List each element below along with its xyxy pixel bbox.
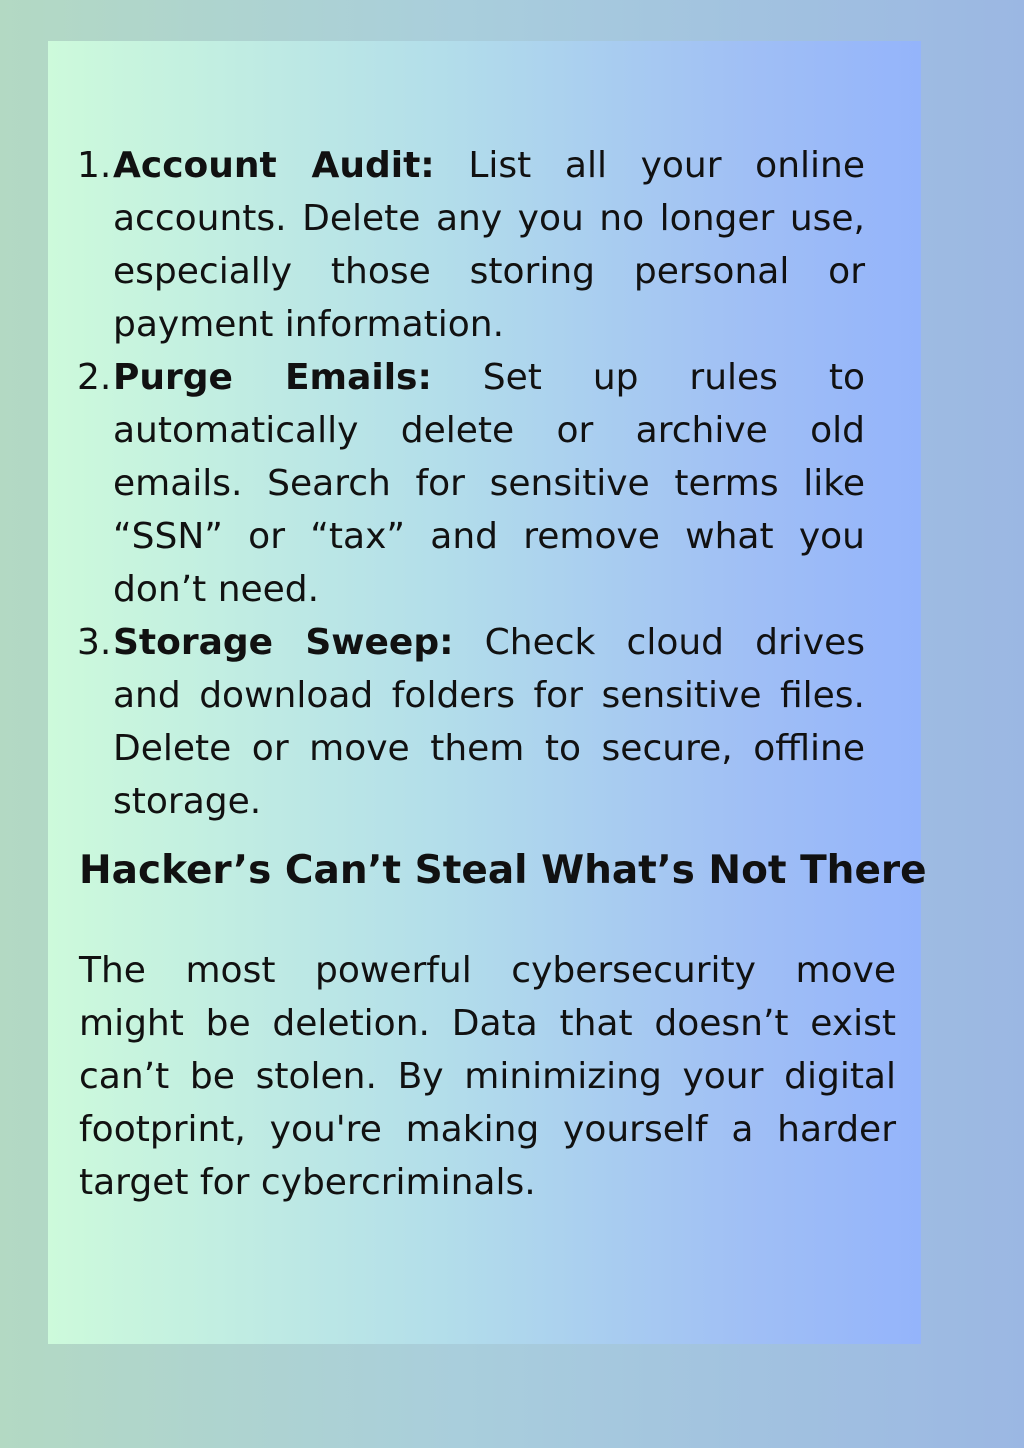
list-item [48, 616, 921, 828]
section-heading: Hacker’s Can’t Steal What’s Not There [79, 848, 927, 893]
body-paragraph: The most powerful cybersecurity move might be deletion. Data that doesn’t exist can’t be stolen. By minimizing your digital footprint, you're making yourself a harder target for cybercriminals. [79, 950, 896, 1203]
step-title: Storage Sweep: [113, 622, 454, 663]
content-card [48, 41, 927, 1344]
step-title: Purge Emails: [113, 357, 432, 398]
steps-list [48, 139, 921, 828]
step-number: 2. [77, 357, 112, 398]
step-text: Set up rules to automatically delete or archive old emails. Search for sensitive terms like “SSN” or “tax” and remove what you don’t need. [113, 357, 865, 610]
list-item [48, 139, 921, 351]
step-text: Check cloud drives and download folders for sensitive files. Delete or move them to secure, offline storage. [113, 622, 866, 822]
list-item [48, 351, 921, 616]
step-text: List all your online accounts. Delete any you no longer use, especially those storing personal or payment information. [113, 145, 865, 345]
step-number: 3. [77, 622, 112, 663]
step-number: 1. [77, 145, 112, 186]
step-title: Account Audit: [113, 145, 435, 186]
